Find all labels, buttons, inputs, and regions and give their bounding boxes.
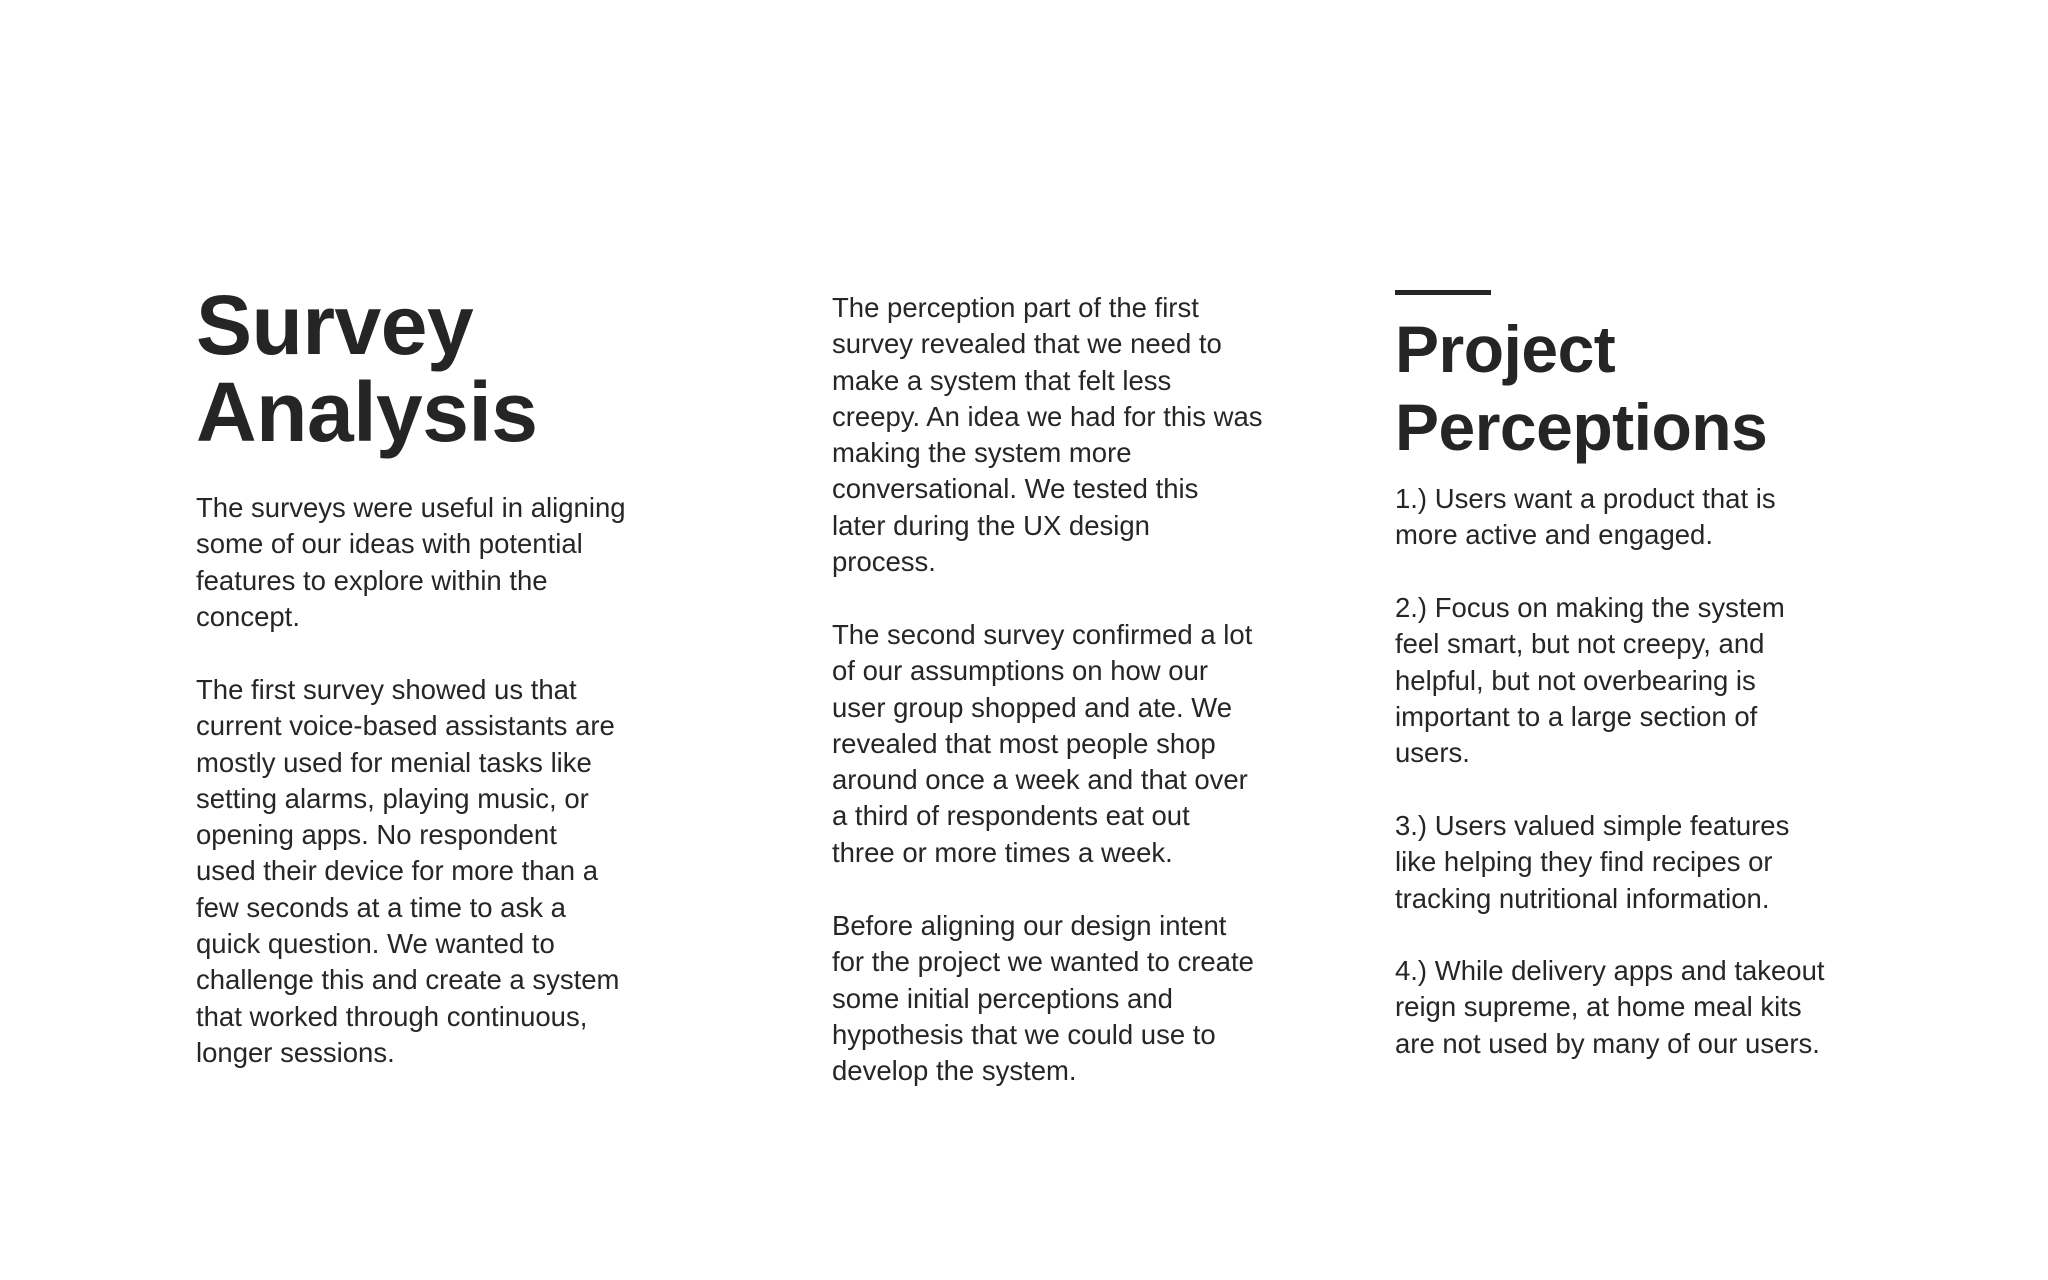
first-survey-paragraph: [196, 672, 619, 1071]
text-line: develop the system.: [832, 1055, 1077, 1087]
title-line: Analysis: [196, 365, 538, 459]
text-line: Before aligning our design intent: [832, 910, 1227, 941]
text-line: survey revealed that we need to: [832, 328, 1222, 360]
survey-analysis-title: [196, 278, 538, 459]
text-line: of our assumptions on how our: [832, 655, 1209, 687]
perception-item: [1395, 808, 1789, 917]
text-line: opening apps. No respondent: [196, 819, 557, 851]
text-line: are not used by many of our users.: [1395, 1027, 1820, 1059]
text-line: helpful, but not overbearing is: [1395, 664, 1756, 696]
text-line: The second survey confirmed a lot: [832, 619, 1253, 650]
text-line: The perception part of the first: [832, 292, 1199, 323]
text-line: conversational. We tested this: [832, 473, 1199, 505]
text-line: more active and engaged.: [1395, 519, 1713, 551]
text-line: creepy. An idea we had for this was: [832, 400, 1263, 432]
text-line: mostly used for menial tasks like: [196, 746, 592, 778]
text-line: revealed that most people shop: [832, 727, 1216, 759]
text-line: process.: [832, 546, 936, 578]
text-line: for the project we wanted to create: [832, 946, 1254, 978]
text-line: setting alarms, playing music, or: [196, 782, 589, 814]
text-line: current voice-based assistants are: [196, 710, 615, 742]
text-line: used their device for more than a: [196, 855, 599, 887]
text-line: hypothesis that we could use to: [832, 1018, 1216, 1050]
survey-intro-paragraph: [196, 490, 626, 635]
text-line: longer sessions.: [196, 1036, 395, 1068]
text-line: important to a large section of: [1395, 700, 1758, 732]
text-line: around once a week and that over: [832, 764, 1248, 796]
text-line: users.: [1395, 737, 1470, 769]
text-line: make a system that felt less: [832, 364, 1172, 396]
text-line: 4.) While delivery apps and takeout: [1395, 955, 1825, 986]
text-line: later during the UX design: [832, 509, 1150, 541]
text-line: 1.) Users want a product that is: [1395, 483, 1776, 514]
perception-item: [1395, 590, 1785, 771]
text-line: reign supreme, at home meal kits: [1395, 991, 1802, 1023]
perception-item: [1395, 481, 1776, 554]
text-line: few seconds at a time to ask a: [196, 891, 566, 923]
text-line: tracking nutritional information.: [1395, 882, 1770, 914]
second-survey-paragraph: [832, 617, 1252, 871]
text-line: 3.) Users valued simple features: [1395, 810, 1790, 841]
text-line: concept.: [196, 600, 300, 632]
perception-item: [1395, 953, 1825, 1062]
title-line: Project: [1395, 312, 1616, 386]
text-line: 2.) Focus on making the system: [1395, 592, 1785, 623]
text-line: some initial perceptions and: [832, 982, 1173, 1014]
project-perceptions-title: [1395, 310, 1767, 466]
text-line: user group shopped and ate. We: [832, 691, 1233, 723]
title-line: Perceptions: [1395, 390, 1768, 464]
perception-paragraph: [832, 290, 1263, 580]
text-line: The first survey showed us that: [196, 674, 577, 705]
heading-accent-rule: [1395, 290, 1491, 295]
text-line: that worked through continuous,: [196, 1000, 588, 1032]
text-line: three or more times a week.: [832, 836, 1173, 868]
text-line: challenge this and create a system: [196, 964, 620, 996]
text-line: making the system more: [832, 437, 1132, 469]
text-line: a third of respondents eat out: [832, 800, 1190, 832]
text-line: some of our ideas with potential: [196, 528, 583, 560]
text-line: like helping they find recipes or: [1395, 846, 1773, 878]
title-line: Survey: [196, 278, 474, 372]
text-line: features to explore within the: [196, 564, 548, 596]
text-line: The surveys were useful in aligning: [196, 492, 626, 523]
text-line: feel smart, but not creepy, and: [1395, 628, 1765, 660]
design-intent-paragraph: [832, 908, 1254, 1089]
text-line: quick question. We wanted to: [196, 928, 555, 960]
